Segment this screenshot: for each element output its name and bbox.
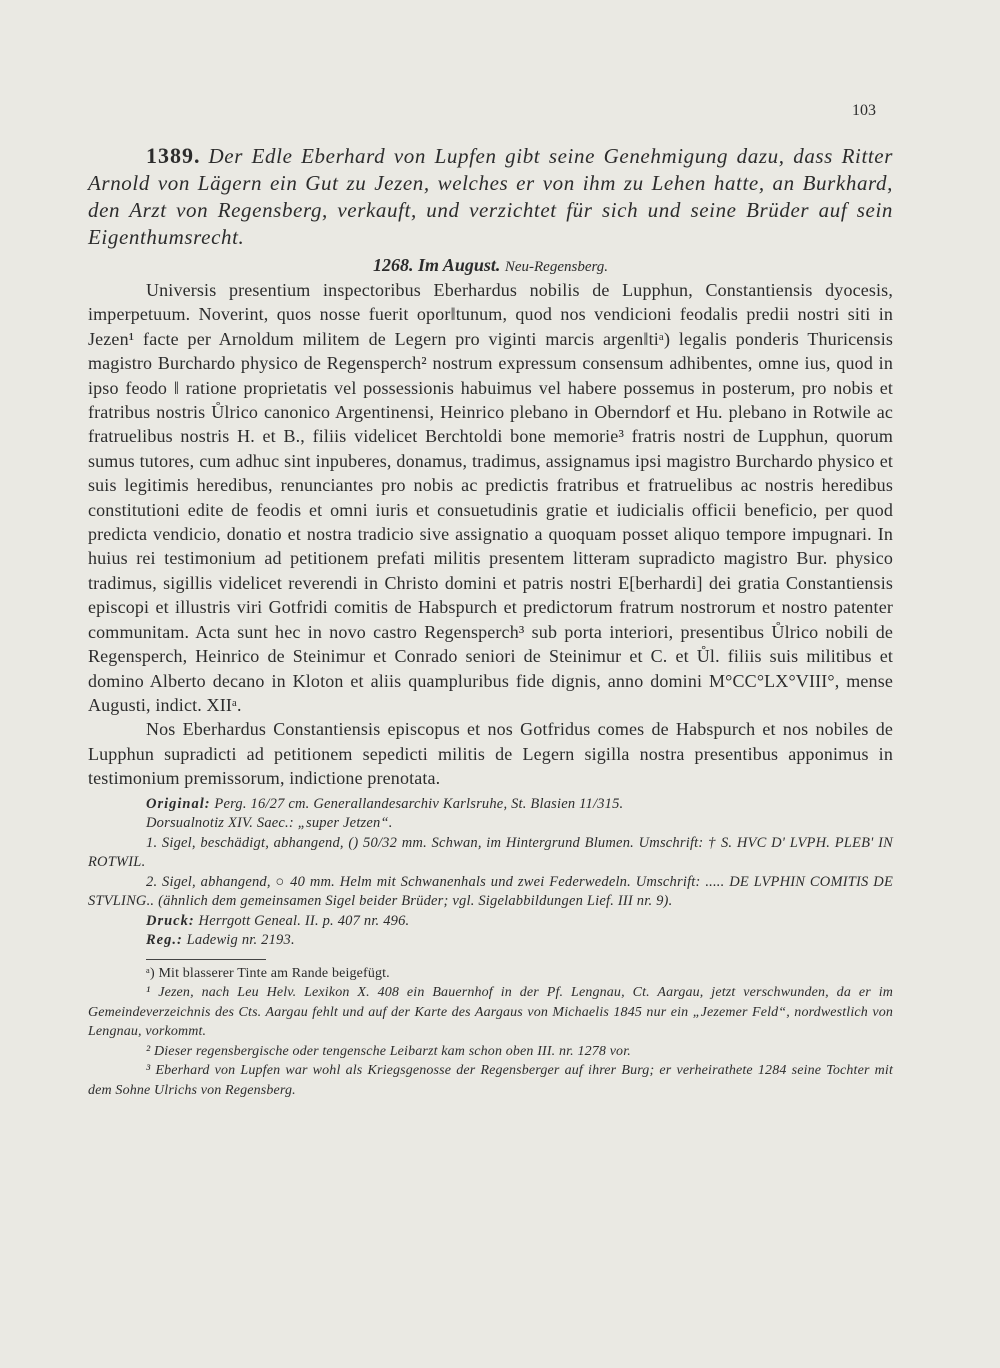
page-number: 103 xyxy=(852,102,876,119)
date-year: 1268. xyxy=(372,255,414,275)
charter-paragraph: Nos Eberhardus Constantiensis episcopus et nos Gotfridus comes de Habspurch et nos nobiles de Lupphun supradicti ad petitionem sepedicti militis de Legern sigilla nostra presentibus apponimus in testimonium premissorum, indictione prenotata. xyxy=(88,719,893,789)
date-place: Neu-Regensberg. xyxy=(504,259,609,275)
dateline xyxy=(88,255,893,276)
print-note xyxy=(88,912,893,932)
original-text: Perg. 16/27 cm. Generallandesarchiv Karlsruhe, St. Blasien 11/315. xyxy=(214,795,624,812)
druck-label: Druck: xyxy=(146,912,195,929)
charter-text xyxy=(88,278,893,791)
heading-summary: Der Edle Eberhard von Lupfen gibt seine Genehmigung dazu, dass Ritter Arnold von Lägern ein Gut zu Jezen, welches er von ihm zu Lehen hatte, an Burkhard, den Arzt von Regensberg, verkauft, und verzichtet für sich und seine Brüder auf sein Eigenthumsrecht. xyxy=(88,144,894,249)
reg-label: Reg.: xyxy=(146,932,183,949)
original-note xyxy=(88,795,893,815)
regest-note xyxy=(88,931,893,951)
footnote-2: ² Dieser regensbergische oder tengensche Leibarzt kam schon oben III. nr. 1278 vor. xyxy=(146,1043,631,1059)
seal-note-2: 2. Sigel, abhangend, ○ 40 mm. Helm mit Schwanenhals und zwei Federwedeln. Umschrift: ..... DE LVPHIN COMITIS DE STVLING.. (ähnlich dem gemeinsamen Sigel beider Brüder; vgl. Sigelabbildungen Lief. III nr. 9). xyxy=(88,873,893,910)
dorsual-note: Dorsualnotiz XIV. Saec.: „super Jetzen“. xyxy=(146,815,393,832)
footnote-3: ³ Eberhard von Lupfen war wohl als Kriegsgenosse der Regensberger auf ihrer Burg; er verheirathete 1284 seine Tochter mit dem Sohne Ulrichs von Regensberg. xyxy=(88,1063,893,1098)
content-column xyxy=(88,142,893,1100)
charter-paragraph: Universis presentium inspectoribus Eberhardus nobilis de Lupphun, Constantiensis dyocesis, imperpetuum. Noverint, quos nosse fuerit opor‖tunum, quod nos vendicioni feodalis predii nostri siti in Jezen¹ facte per Arnoldum militem de Legern pro viginti marcis argen‖tiᵃ) legalis ponderis Thuricensis magistro Burchardo physico de Regensperch² nostrum expressum consensum adhibentes, omne ius, quod in ipso feodo ‖ ratione proprietatis vel possessionis habuimus vel habere possemus in posterum, pro nobis et fratribus nostris Ůlrico canonico Argentinensi, Heinrico plebano in Oberndorf et Hu. plebano in Rotwile ac fratruelibus nostris H. et B., filiis videlicet Berchtoldi bone memorie³ fratris nostri de Lupphun, quorum sumus tutores, cum adhuc sint inpuberes, donamus, tradimus, assignamus ipsi magistro Burchardo physico et suis legitimis heredibus, renunciantes pro nobis ac predictis fratribus et fratruelibus ac nostris heredibus constitutioni edite de feodis et omni iuris et consuetudinis gratie et iudicialis officii beneficio, per quod predicta vendicio, donatio et nostra tradicio sive assignatio a quoquam posset aliquo tempore impugnari. In huius rei testimonium ad petitionem prefati militis presentem litteram supradicto magistro Bur. physico tradimus, sigillis videlicet reverendi in Christo domini et patris nostri E[berhardi] dei gratia Constantiensis episcopi et illustris viri Gotfridi comitis de Habspurch et predictorum fratrum nostrorum et nostro patenter communitam. Acta sunt hec in novo castro Regensperch³ sub porta interiori, presentibus Ůlrico nobili de Regensperch, Heinrico de Steinimur et Conrado seniori de Steinimur et C. et Ůl. filiis suis militibus et domino Alberto decano in Kloton et aliis quampluribus fide dignis, anno domini M°CC°LX°VIII°, mense Augusti, indict. XIIᵃ. xyxy=(88,280,893,715)
document-number: 1389. xyxy=(146,143,201,168)
original-label: Original: xyxy=(146,795,211,812)
footnote-divider xyxy=(146,959,266,960)
archival-notes xyxy=(88,795,893,951)
reg-text: Ladewig nr. 2193. xyxy=(186,932,295,949)
date-month: Im August. xyxy=(417,255,501,275)
footnote-a: ᵃ) Mit blasserer Tinte am Rande beigefügt. xyxy=(146,965,390,981)
seal-note-1: 1. Sigel, beschädigt, abhangend, () 50/32 mm. Schwan, im Hintergrund Blumen. Umschrift: † S. HVC D' LVPH. PLEB' IN ROTWIL. xyxy=(88,834,893,871)
druck-text: Herrgott Geneal. II. p. 407 nr. 496. xyxy=(198,912,410,929)
footnote-1: ¹ Jezen, nach Leu Helv. Lexikon X. 408 ein Bauernhof in der Pf. Lengnau, Ct. Aargau, jetzt verschwunden, da er im Gemeindeverzeichnis des Cts. Aargau fehlt und auf der Karte des Aargaus von Michaelis 1845 nur ein „Jezemer Feld“, nordwestlich von Lengnau, vorkommt. xyxy=(88,985,893,1040)
document-heading xyxy=(88,142,893,251)
